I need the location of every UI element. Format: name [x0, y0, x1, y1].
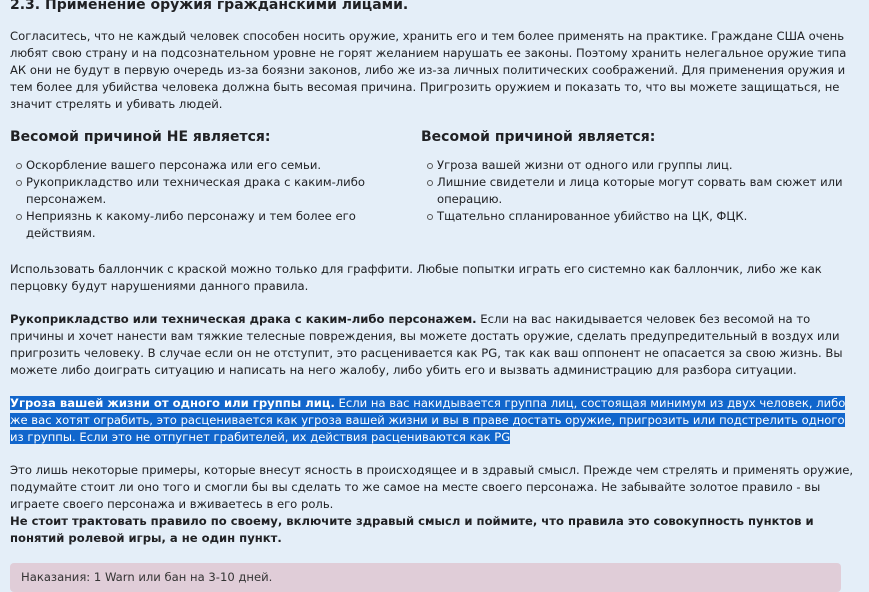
section-title: 2.3. Применение оружия гражданскими лицами. — [10, 0, 409, 13]
not-reason-column — [10, 128, 421, 242]
final-note: Не стоит трактовать правило по своему, включите здравый смысл и поймите, что правила это совокупность пунктов и понятий ролевой игры, а не один пункт. — [10, 514, 814, 545]
not-reason-list — [10, 157, 421, 242]
list-item: Неприязнь к какому-либо персонажу и тем более его действиям. — [26, 208, 421, 242]
threat-text: Если на вас накидывается группа лиц, состоящая минимум из двух человек, либо же вас хотят ограбить, это расценивается как угроза вашей жизни и вы в праве достать оружие, пригрозить или подстрелить одного из группы. Если это не отпугнет грабителей, их действия расцениваются как PG — [10, 396, 846, 444]
reason-list — [421, 157, 851, 225]
reason-column — [421, 128, 851, 242]
list-item: Оскорбление вашего персонажа или его семьи. — [26, 157, 421, 174]
penalty-box: Наказания: 1 Warn или бан на 3-10 дней. — [10, 563, 841, 592]
fight-bold-lead: Рукоприкладство или техническая драка с каким-либо персонажем. — [10, 312, 477, 326]
examples-paragraph: Это лишь некоторые примеры, которые внесут ясность в происходящее и в здравый смысл. Прежде чем стрелять и применять оружие, подумайте стоит ли оно того и смогли бы вы сделать то же самое на месте своего персонажа. Не забывайте золотое правило - вы играете своего персонажа и вживаетесь в его роль. — [10, 463, 854, 511]
threat-bold-lead: Угроза вашей жизни от одного или группы лиц. — [10, 396, 335, 410]
fight-paragraph — [10, 311, 859, 379]
list-item: Лишние свидетели и лица которые могут сорвать вам сюжет или операцию. — [437, 174, 851, 208]
list-item: Угроза вашей жизни от одного или группы лиц. — [437, 157, 851, 174]
not-reason-heading: Весомой причиной НЕ является: — [10, 129, 271, 145]
intro-paragraph: Согласитесь, что не каждый человек способен носить оружие, хранить его и тем более применять на практике. Граждане США очень любят свою страну и на подсознательном уровне не горят желанием нарушать ее законы. Поэтому хранить нелегальное оружие типа АК они не будут в первую очередь из-за боязни законов, либо же из-за личных политических соображений. Для применения оружия и тем более для убийства человека должна быть весомая причина. Пригрозить оружием и показать то, что вы можете защищаться, не значит стрелять и убивать людей. — [10, 29, 847, 111]
threat-highlight — [10, 396, 845, 444]
reason-heading: Весомой причиной является: — [421, 129, 656, 145]
list-item: Тщательно спланированное убийство на ЦК, ФЦК. — [437, 208, 851, 225]
spray-paragraph: Использовать баллончик с краской можно только для граффити. Любые попытки играть его системно как баллончик, либо же как перцовку будут нарушениями данного правила. — [10, 262, 822, 293]
reasons-columns — [10, 128, 859, 242]
threat-paragraph — [10, 395, 859, 446]
fight-text: Если на вас накидывается человек без весомой на то причины и хочет нанести вам тяжкие телесные повреждения, вы можете достать оружие, сделать предупредительный в воздух или пригрозить человеку. В случае если он не отступит, это расценивается как PG, так как ваш оппонент не опасается за свою жизнь. Вы можете либо доиграть ситуацию и написать на него жалобу, либо убить его и вызвать администрацию для разбора ситуации. — [10, 312, 843, 377]
list-item: Рукоприкладство или техническая драка с каким-либо персонажем. — [26, 174, 421, 208]
